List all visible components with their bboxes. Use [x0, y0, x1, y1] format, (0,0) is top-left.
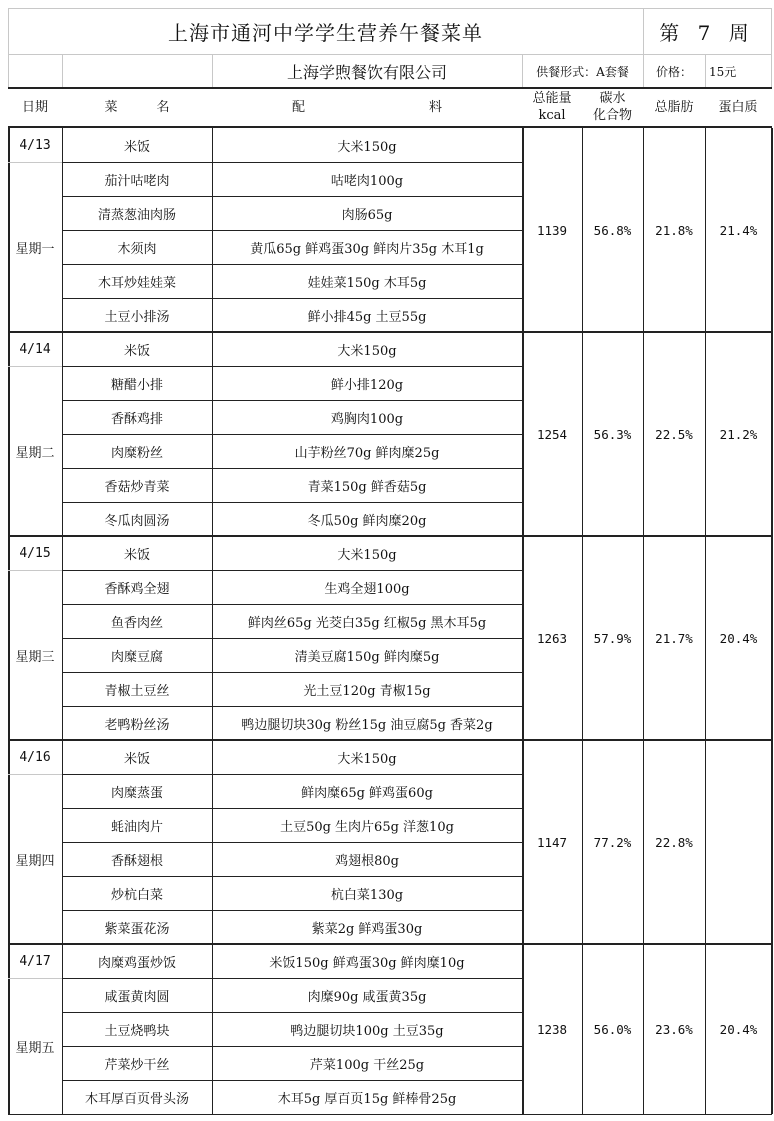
dish-name: 香酥鸡全翅: [104, 581, 170, 597]
dish-name: 米饭: [123, 139, 150, 155]
dish-ingredients: 光土豆120g 青椒15g: [303, 683, 431, 699]
dish-ingredients: 山芋粉丝70g 鲜肉糜25g: [294, 445, 440, 461]
dish-ingredients: 土豆50g 生肉片65g 洋葱10g: [280, 819, 454, 835]
dish-ingredients: 鲜肉糜65g 鲜鸡蛋60g: [301, 785, 433, 801]
carb-value: 56.0%: [593, 1021, 632, 1037]
protein-value: 20.4%: [719, 630, 758, 646]
dish-ingredients: 鸭边腿切块30g 粉丝15g 油豆腐5g 香菜2g: [241, 717, 493, 733]
price-value: 15元: [709, 64, 737, 79]
protein-value: 20.4%: [719, 1021, 758, 1037]
dish-ingredients: 大米150g: [337, 139, 397, 155]
dish-name: 米饭: [123, 547, 150, 563]
dish-name: 芹菜炒干丝: [104, 1057, 170, 1073]
dish-ingredients: 鸡胸肉100g: [330, 411, 404, 427]
energy-value: 1263: [536, 630, 568, 646]
dish-ingredients: 大米150g: [337, 751, 397, 767]
dish-name: 咸蛋黄肉圆: [104, 989, 170, 1005]
dish-name: 肉糜豆腐: [110, 649, 163, 665]
dish-name: 蚝油肉片: [110, 819, 163, 835]
dish-ingredients: 清美豆腐150g 鲜肉糜5g: [294, 649, 440, 665]
dish-name: 糖醋小排: [110, 377, 163, 393]
dish-name: 清蒸葱油肉肠: [97, 207, 176, 223]
dish-name: 米饭: [123, 751, 150, 767]
carb-value: 57.9%: [593, 630, 632, 646]
dish-name: 肉糜鸡蛋炒饭: [97, 955, 176, 971]
fat-value: 21.7%: [655, 630, 693, 646]
dish-ingredients: 大米150g: [337, 343, 397, 359]
carb-value: 56.8%: [593, 222, 632, 238]
carb-value: 56.3%: [593, 426, 632, 442]
energy-value: 1139: [536, 222, 568, 238]
dish-name: 香酥翅根: [110, 853, 163, 869]
dish-ingredients: 鲜肉丝65g 光茭白35g 红椒5g 黑木耳5g: [247, 615, 487, 631]
dish-name: 炒杭白菜: [110, 887, 163, 903]
price-label: 价格：: [655, 64, 692, 79]
grid-line: [8, 1114, 772, 1115]
protein-value: 21.4%: [719, 222, 758, 238]
dish-ingredients: 青菜150g 鲜香菇5g: [307, 479, 427, 495]
dish-ingredients: 肉肠65g: [341, 207, 393, 223]
dish-ingredients: 杭白菜130g: [330, 887, 404, 903]
week-number: 第 7 周: [659, 20, 755, 45]
dish-name: 肉糜粉丝: [110, 445, 163, 461]
dish-ingredients: 鲜小排120g: [330, 377, 404, 393]
dish-ingredients: 芹菜100g 干丝25g: [309, 1057, 425, 1073]
weekday-cell: 星期一: [15, 241, 55, 257]
supply-form: 供餐形式：A套餐: [536, 64, 629, 79]
column-header-dish: 菜 名: [104, 99, 170, 115]
dish-ingredients: 米饭150g 鲜鸡蛋30g 鲜肉糜10g: [269, 955, 465, 971]
date-cell: 4/15: [19, 545, 51, 561]
energy-value: 1238: [536, 1021, 568, 1037]
dish-ingredients: 生鸡全翅100g: [324, 581, 410, 597]
column-header-carb: 碳水 化合物: [592, 91, 632, 123]
protein-value: [705, 740, 772, 944]
dish-name: 土豆小排汤: [104, 309, 170, 325]
dish-ingredients: 肉糜90g 咸蛋黄35g: [307, 989, 427, 1005]
energy-value: 1147: [536, 834, 568, 850]
fat-value: 21.8%: [655, 222, 693, 238]
carb-value: 77.2%: [593, 834, 632, 850]
dish-name: 香酥鸡排: [110, 411, 163, 427]
date-cell: 4/17: [19, 953, 51, 969]
dish-name: 茄汁咕咾肉: [104, 173, 170, 189]
date-cell: 4/16: [19, 749, 51, 765]
dish-name: 木耳炒娃娃菜: [97, 275, 176, 291]
dish-name: 紫菜蛋花汤: [104, 921, 170, 937]
column-header-energy: 总能量 kcal: [532, 91, 572, 123]
fat-value: 23.6%: [655, 1021, 693, 1037]
dish-ingredients: 娃娃菜150g 木耳5g: [307, 275, 427, 291]
dish-name: 木须肉: [117, 241, 157, 257]
date-cell: 4/13: [19, 137, 51, 153]
protein-value: 21.2%: [719, 426, 758, 442]
dish-name: 木耳厚百页骨头汤: [84, 1091, 189, 1107]
weekday-cell: 星期四: [15, 853, 55, 869]
column-header-fat: 总脂肪: [654, 99, 694, 115]
column-header-date: 日期: [21, 99, 48, 115]
weekday-cell: 星期二: [15, 445, 55, 461]
grid-line: [771, 8, 772, 88]
dish-name: 香菇炒青菜: [104, 479, 170, 495]
column-header-protein: 蛋白质: [718, 99, 758, 115]
dish-ingredients: 黄瓜65g 鲜鸡蛋30g 鲜肉片35g 木耳1g: [250, 241, 484, 257]
dish-ingredients: 冬瓜50g 鲜肉糜20g: [307, 513, 427, 529]
dish-ingredients: 鸡翅根80g: [335, 853, 399, 869]
date-cell: 4/14: [19, 341, 51, 357]
grid-line: [62, 54, 63, 88]
weekday-cell: 星期三: [15, 649, 55, 665]
dish-name: 肉糜蒸蛋: [110, 785, 163, 801]
dish-ingredients: 大米150g: [337, 547, 397, 563]
dish-name: 老鸭粉丝汤: [104, 717, 170, 733]
dish-ingredients: 紫菜2g 鲜鸡蛋30g: [311, 921, 423, 937]
company-name: 上海学煦餐饮有限公司: [286, 62, 447, 82]
fat-value: 22.8%: [655, 834, 693, 850]
dish-name: 鱼香肉丝: [110, 615, 163, 631]
fat-value: 22.5%: [655, 426, 693, 442]
page-title: 上海市通河中学学生营养午餐菜单: [168, 20, 483, 45]
energy-value: 1254: [536, 426, 568, 442]
dish-ingredients: 咕咾肉100g: [330, 173, 404, 189]
column-header-ingredients: 配 料: [292, 99, 442, 115]
dish-name: 土豆烧鸭块: [104, 1023, 170, 1039]
dish-name: 米饭: [123, 343, 150, 359]
dish-ingredients: 鸭边腿切块100g 土豆35g: [290, 1023, 444, 1039]
dish-ingredients: 木耳5g 厚百页15g 鲜棒骨25g: [277, 1091, 457, 1107]
dish-ingredients: 鲜小排45g 土豆55g: [307, 309, 427, 325]
dish-name: 青椒土豆丝: [104, 683, 170, 699]
dish-name: 冬瓜肉圆汤: [104, 513, 170, 529]
weekday-cell: 星期五: [15, 1040, 55, 1056]
